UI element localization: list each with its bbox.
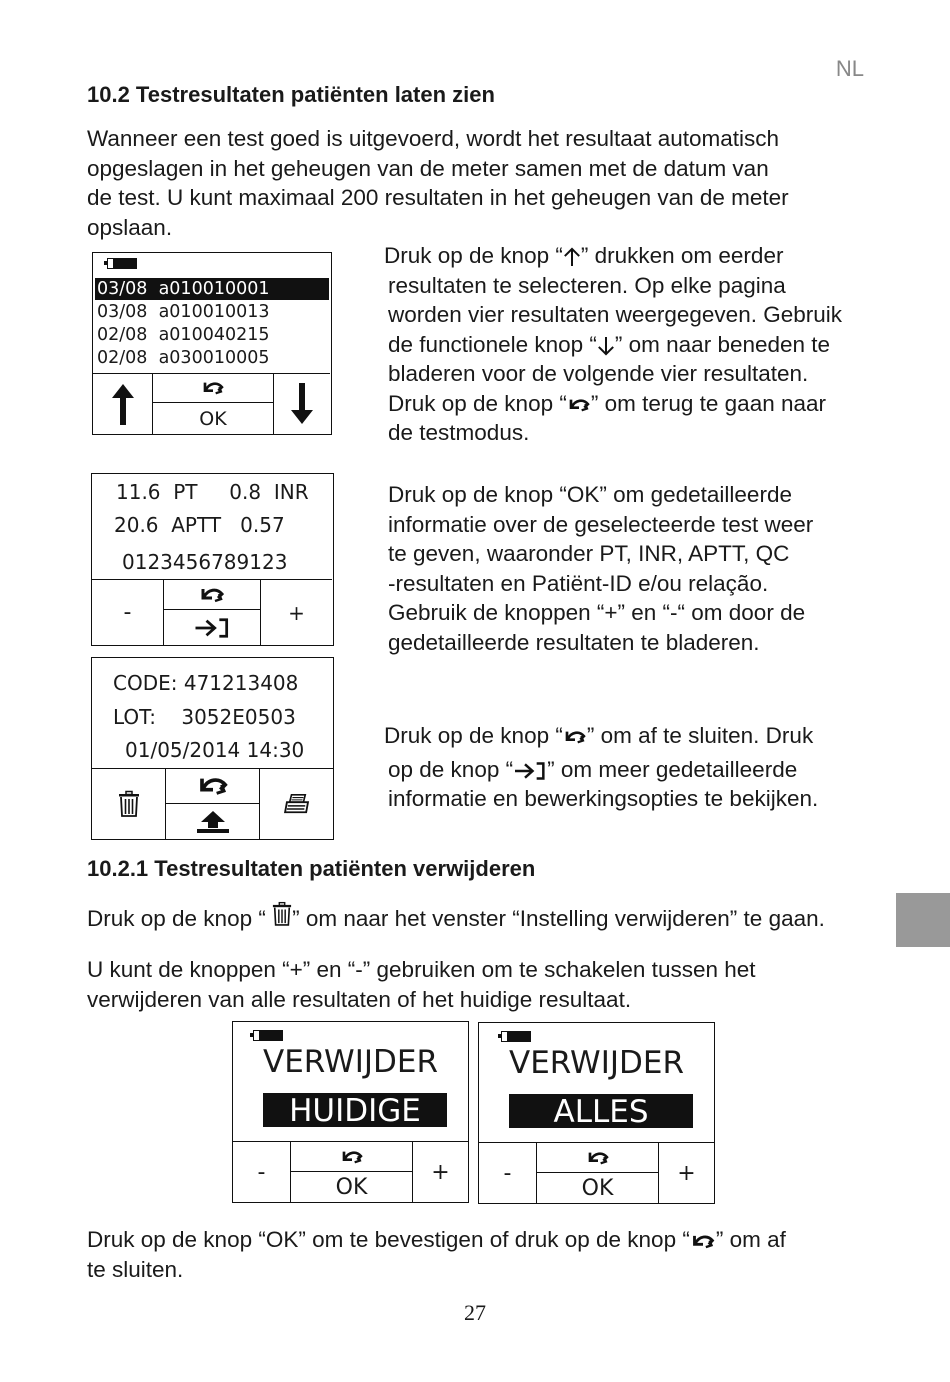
intro-line: de test. U kunt maximaal 200 resultaten in het geheugen van de meter <box>87 185 789 210</box>
back-button[interactable] <box>164 579 260 610</box>
enter-icon <box>513 761 547 781</box>
patient-id-line: 0123456789123 <box>122 550 288 574</box>
battery-icon <box>501 1031 531 1042</box>
battery-icon <box>253 1030 283 1041</box>
subsection-title: 10.2.1 Testresultaten patiënten verwijderen <box>87 856 536 881</box>
upload-icon <box>196 810 230 834</box>
enter-icon <box>193 617 231 639</box>
result-detail-screen <box>91 473 334 646</box>
back-icon <box>567 397 591 413</box>
battery-icon <box>107 258 137 269</box>
result-row: 02/08 a010040215 <box>97 325 270 345</box>
intro-line: Wanneer een test goed is uitgevoerd, wordt het resultaat automatisch <box>87 126 780 151</box>
up-arrow-icon <box>563 247 581 267</box>
delete-title: VERWIJDER <box>262 1044 438 1080</box>
back-icon <box>340 1149 364 1165</box>
plus-button[interactable]: + <box>658 1142 714 1203</box>
paragraph-confirm: Druk op de knop “OK” om te bevestigen of druk op de knop “ ” om af te sluiten. <box>87 1227 786 1282</box>
result-row: 03/08 a010010013 <box>97 302 270 322</box>
trash-icon <box>118 790 140 818</box>
paragraph-toggle: U kunt de knoppen “+” en “-” gebruiken om te schakelen tussen het verwijderen van alle resultaten of het huidige resultaat. <box>87 957 756 1012</box>
minus-button[interactable]: - <box>92 579 164 645</box>
print-button[interactable] <box>259 768 333 839</box>
printer-icon <box>283 793 311 815</box>
language-label: NL <box>835 56 864 81</box>
back-button[interactable] <box>537 1142 658 1173</box>
back-button[interactable] <box>291 1141 412 1172</box>
paragraph-close: Druk op de knop “ ” om af te sluiten. Druk op de knop “ ” om meer gedetailleerde informatie en bewerkingsopties te bekijken. <box>384 723 819 811</box>
code-line: CODE: 471213408 <box>113 671 299 695</box>
delete-button[interactable] <box>92 768 166 839</box>
lot-line: LOT: 3052E0503 <box>113 705 296 729</box>
plus-button[interactable]: + <box>260 579 332 645</box>
upload-button[interactable] <box>166 804 259 839</box>
down-arrow-icon <box>597 336 615 356</box>
plus-button[interactable]: + <box>412 1141 468 1202</box>
trash-icon <box>272 900 292 928</box>
ok-button[interactable]: OK <box>335 1174 368 1200</box>
minus-button[interactable]: - <box>233 1141 291 1202</box>
ok-button[interactable]: OK <box>581 1175 614 1201</box>
up-arrow-icon <box>110 382 136 426</box>
more-info-button[interactable] <box>164 610 260 645</box>
paragraph-navigation: Druk op de knop “ ” drukken om eerder resultaten te selecteren. Op elke pagina worden vier resultaten weergegeven. Gebruik de functionele knop “ ” om naar beneden te bladeren voor de volgende vier resultaten. Druk op de knop “ ” om terug te gaan naar de testmodus. <box>384 243 842 445</box>
delete-title: VERWIJDER <box>508 1045 684 1081</box>
delete-all-screen <box>478 1022 715 1204</box>
back-button[interactable] <box>166 768 259 804</box>
page-number: 27 <box>464 1300 486 1325</box>
delete-option-all: ALLES <box>509 1094 693 1128</box>
result-row: 02/08 a030010005 <box>97 348 270 368</box>
back-icon <box>198 586 226 604</box>
pt-inr-line: 11.6 PT 0.8 INR <box>116 480 309 504</box>
result-row: 03/08 a010010001 <box>95 278 329 300</box>
ok-button[interactable]: OK <box>199 407 227 430</box>
up-button[interactable] <box>93 373 153 434</box>
code-lot-screen <box>91 657 334 840</box>
intro-line: opgeslagen in het geheugen van de meter samen met de datum van <box>87 155 769 181</box>
down-button[interactable] <box>273 373 330 434</box>
paragraph-delete-window: Druk op de knop “ ” om naar het venster “Instelling verwijderen” te gaan. <box>87 900 825 934</box>
back-icon <box>563 729 587 745</box>
back-icon <box>690 1233 716 1250</box>
delete-current-screen <box>232 1021 469 1203</box>
results-list-screen <box>92 252 332 435</box>
back-icon <box>201 380 225 396</box>
intro-line: opslaan. <box>87 214 173 240</box>
back-icon <box>197 775 229 797</box>
paragraph-details: Druk op de knop “OK” om gedetailleerde informatie over de geselecteerde test weer te geven, waaronder PT, INR, APTT, QC -resultaten en Patiënt-ID e/ou relação. Gebruik de knoppen “+” en “-“ om door de gedetailleerde resultaten te bladeren. <box>388 482 814 655</box>
down-arrow-icon <box>289 382 315 426</box>
back-icon <box>586 1150 610 1166</box>
page-tab-marker <box>896 893 950 947</box>
intro-paragraph <box>87 124 789 242</box>
delete-option-current: HUIDIGE <box>263 1093 447 1127</box>
datetime-line: 01/05/2014 14:30 <box>125 738 305 762</box>
back-button[interactable] <box>153 373 273 403</box>
section-title: 10.2 Testresultaten patiënten laten zien <box>87 82 495 107</box>
minus-button[interactable]: - <box>479 1142 537 1203</box>
aptt-line: 20.6 APTT 0.57 <box>114 513 285 537</box>
